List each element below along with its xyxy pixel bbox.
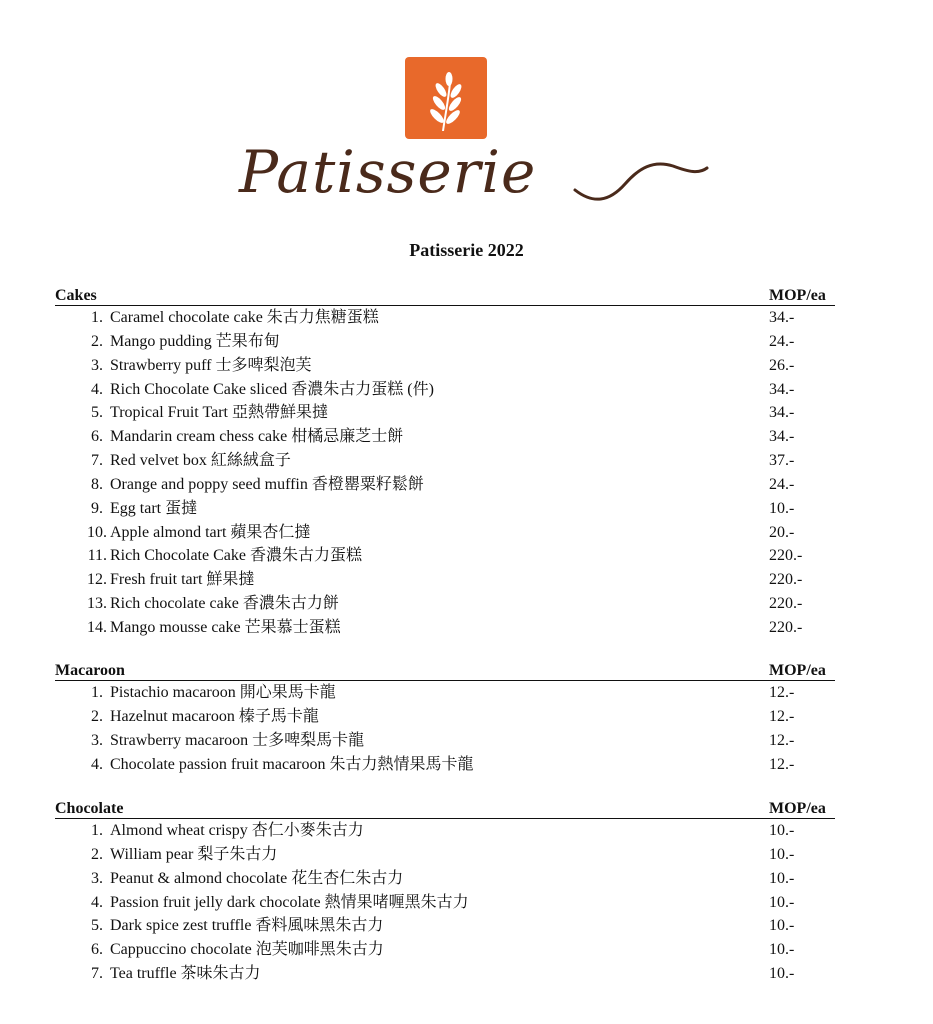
wheat-icon xyxy=(405,57,487,139)
list-item xyxy=(55,473,835,497)
brand-wordmark xyxy=(233,130,713,220)
list-item xyxy=(55,705,835,729)
item-price: 20.- xyxy=(769,523,795,541)
item-name: Chocolate passion fruit macaroon 朱古力熱情果馬卡龍 xyxy=(110,755,474,773)
item-price: 220.- xyxy=(769,547,803,565)
list-item xyxy=(55,681,835,705)
item-name: Dark spice zest truffle 香料風味黑朱古力 xyxy=(110,917,384,935)
section-header xyxy=(55,662,835,681)
price-unit-header: MOP/ea xyxy=(769,662,826,679)
item-price: 10.- xyxy=(769,845,795,863)
item-price: 10.- xyxy=(769,941,795,959)
item-price: 10.- xyxy=(769,499,795,517)
item-number: 7. xyxy=(91,452,103,470)
list-item xyxy=(55,330,835,354)
list-item xyxy=(55,306,835,330)
item-name: Egg tart 蛋撻 xyxy=(110,499,198,517)
item-name: Mango pudding 芒果布甸 xyxy=(110,332,280,350)
item-number: 1. xyxy=(91,309,103,326)
list-item xyxy=(55,354,835,378)
section-header xyxy=(55,800,835,819)
item-name: Pistachio macaroon 開心果馬卡龍 xyxy=(110,684,336,701)
list-item xyxy=(55,962,835,986)
item-name: Strawberry puff 士多啤梨泡芙 xyxy=(110,356,312,374)
wheat-logo-icon xyxy=(405,57,487,139)
item-number: 13. xyxy=(87,595,107,613)
list-item xyxy=(55,938,835,962)
item-price: 220.- xyxy=(769,595,803,613)
list-item xyxy=(55,425,835,449)
item-price: 10.- xyxy=(769,917,795,935)
item-name: Orange and poppy seed muffin 香橙罌粟籽鬆餅 xyxy=(110,475,424,493)
item-number: 4. xyxy=(91,755,103,773)
item-name: Mango mousse cake 芒果慕士蛋糕 xyxy=(110,618,341,636)
item-name: Red velvet box 紅絲絨盒子 xyxy=(110,452,291,470)
section-title: Chocolate xyxy=(55,800,124,817)
list-item xyxy=(55,401,835,425)
list-item xyxy=(55,819,835,843)
item-number: 2. xyxy=(91,707,103,725)
section-macaroon xyxy=(55,662,835,776)
list-item xyxy=(55,753,835,777)
item-number: 6. xyxy=(91,941,103,959)
item-number: 1. xyxy=(91,822,103,839)
item-price: 10.- xyxy=(769,893,795,911)
item-name: Caramel chocolate cake 朱古力焦糖蛋糕 xyxy=(110,309,379,326)
brand-swash xyxy=(575,164,707,199)
item-number: 7. xyxy=(91,965,103,983)
item-name: Rich Chocolate Cake 香濃朱古力蛋糕 xyxy=(110,547,362,565)
document-title: Patisserie 2022 xyxy=(409,240,524,260)
section-title: Cakes xyxy=(55,287,97,304)
list-item xyxy=(55,592,835,616)
item-name: Hazelnut macaroon 榛子馬卡龍 xyxy=(110,707,319,725)
item-number: 2. xyxy=(91,845,103,863)
item-number: 4. xyxy=(91,893,103,911)
item-price: 24.- xyxy=(769,475,795,493)
list-item xyxy=(55,544,835,568)
item-number: 3. xyxy=(91,869,103,887)
item-price: 34.- xyxy=(769,309,795,326)
section-title: Macaroon xyxy=(55,662,125,679)
item-name: Fresh fruit tart 鮮果撻 xyxy=(110,571,255,589)
item-price: 10.- xyxy=(769,822,795,839)
item-price: 26.- xyxy=(769,356,795,374)
item-number: 8. xyxy=(91,475,103,493)
item-name: Tea truffle 茶味朱古力 xyxy=(110,965,261,983)
item-number: 3. xyxy=(91,731,103,749)
item-price: 10.- xyxy=(769,869,795,887)
item-number: 10. xyxy=(87,523,107,541)
item-number: 5. xyxy=(91,404,103,422)
list-item xyxy=(55,568,835,592)
item-name: Tropical Fruit Tart 亞熱帶鮮果撻 xyxy=(110,404,328,422)
price-unit-header: MOP/ea xyxy=(769,800,826,817)
list-item xyxy=(55,729,835,753)
list-item xyxy=(55,497,835,521)
item-price: 12.- xyxy=(769,684,795,701)
item-price: 12.- xyxy=(769,755,795,773)
item-price: 37.- xyxy=(769,452,795,470)
item-number: 14. xyxy=(87,618,107,636)
item-number: 12. xyxy=(87,571,107,589)
brand-wordmark-text: Patisserie xyxy=(239,138,537,206)
list-item xyxy=(55,891,835,915)
item-number: 1. xyxy=(91,684,103,701)
item-name: Rich Chocolate Cake sliced 香濃朱古力蛋糕 (件) xyxy=(110,380,434,398)
item-number: 6. xyxy=(91,428,103,446)
item-name: Mandarin cream chess cake 柑橘忌廉芝士餅 xyxy=(110,428,404,446)
item-number: 4. xyxy=(91,380,103,398)
item-name: Almond wheat crispy 杏仁小麥朱古力 xyxy=(110,822,364,839)
list-item xyxy=(55,449,835,473)
list-item xyxy=(55,843,835,867)
item-number: 11. xyxy=(87,547,107,565)
item-price: 220.- xyxy=(769,571,803,589)
item-name: Cappuccino chocolate 泡芙咖啡黑朱古力 xyxy=(110,941,384,959)
item-price: 24.- xyxy=(769,332,795,350)
list-item xyxy=(55,378,835,402)
item-price: 12.- xyxy=(769,707,795,725)
item-name: Rich chocolate cake 香濃朱古力餅 xyxy=(110,595,339,613)
item-name: Apple almond tart 蘋果杏仁撻 xyxy=(110,523,311,541)
list-item xyxy=(55,616,835,640)
item-name: Passion fruit jelly dark chocolate 熱情果啫喱黑朱古力 xyxy=(110,893,469,911)
item-price: 10.- xyxy=(769,965,795,983)
list-item xyxy=(55,914,835,938)
item-price: 12.- xyxy=(769,731,795,749)
list-item xyxy=(55,867,835,891)
list-item xyxy=(55,521,835,545)
item-number: 3. xyxy=(91,356,103,374)
item-price: 34.- xyxy=(769,404,795,422)
section-header xyxy=(55,287,835,306)
item-name: Strawberry macaroon 士多啤梨馬卡龍 xyxy=(110,731,365,749)
item-name: William pear 梨子朱古力 xyxy=(110,845,278,863)
section-cakes xyxy=(55,287,835,640)
section-chocolate xyxy=(55,800,835,986)
item-price: 34.- xyxy=(769,428,795,446)
item-price: 34.- xyxy=(769,380,795,398)
item-price: 220.- xyxy=(769,618,803,636)
item-number: 5. xyxy=(91,917,103,935)
item-name: Peanut & almond chocolate 花生杏仁朱古力 xyxy=(110,869,404,887)
price-unit-header: MOP/ea xyxy=(769,287,826,304)
item-number: 9. xyxy=(91,499,103,517)
item-number: 2. xyxy=(91,332,103,350)
